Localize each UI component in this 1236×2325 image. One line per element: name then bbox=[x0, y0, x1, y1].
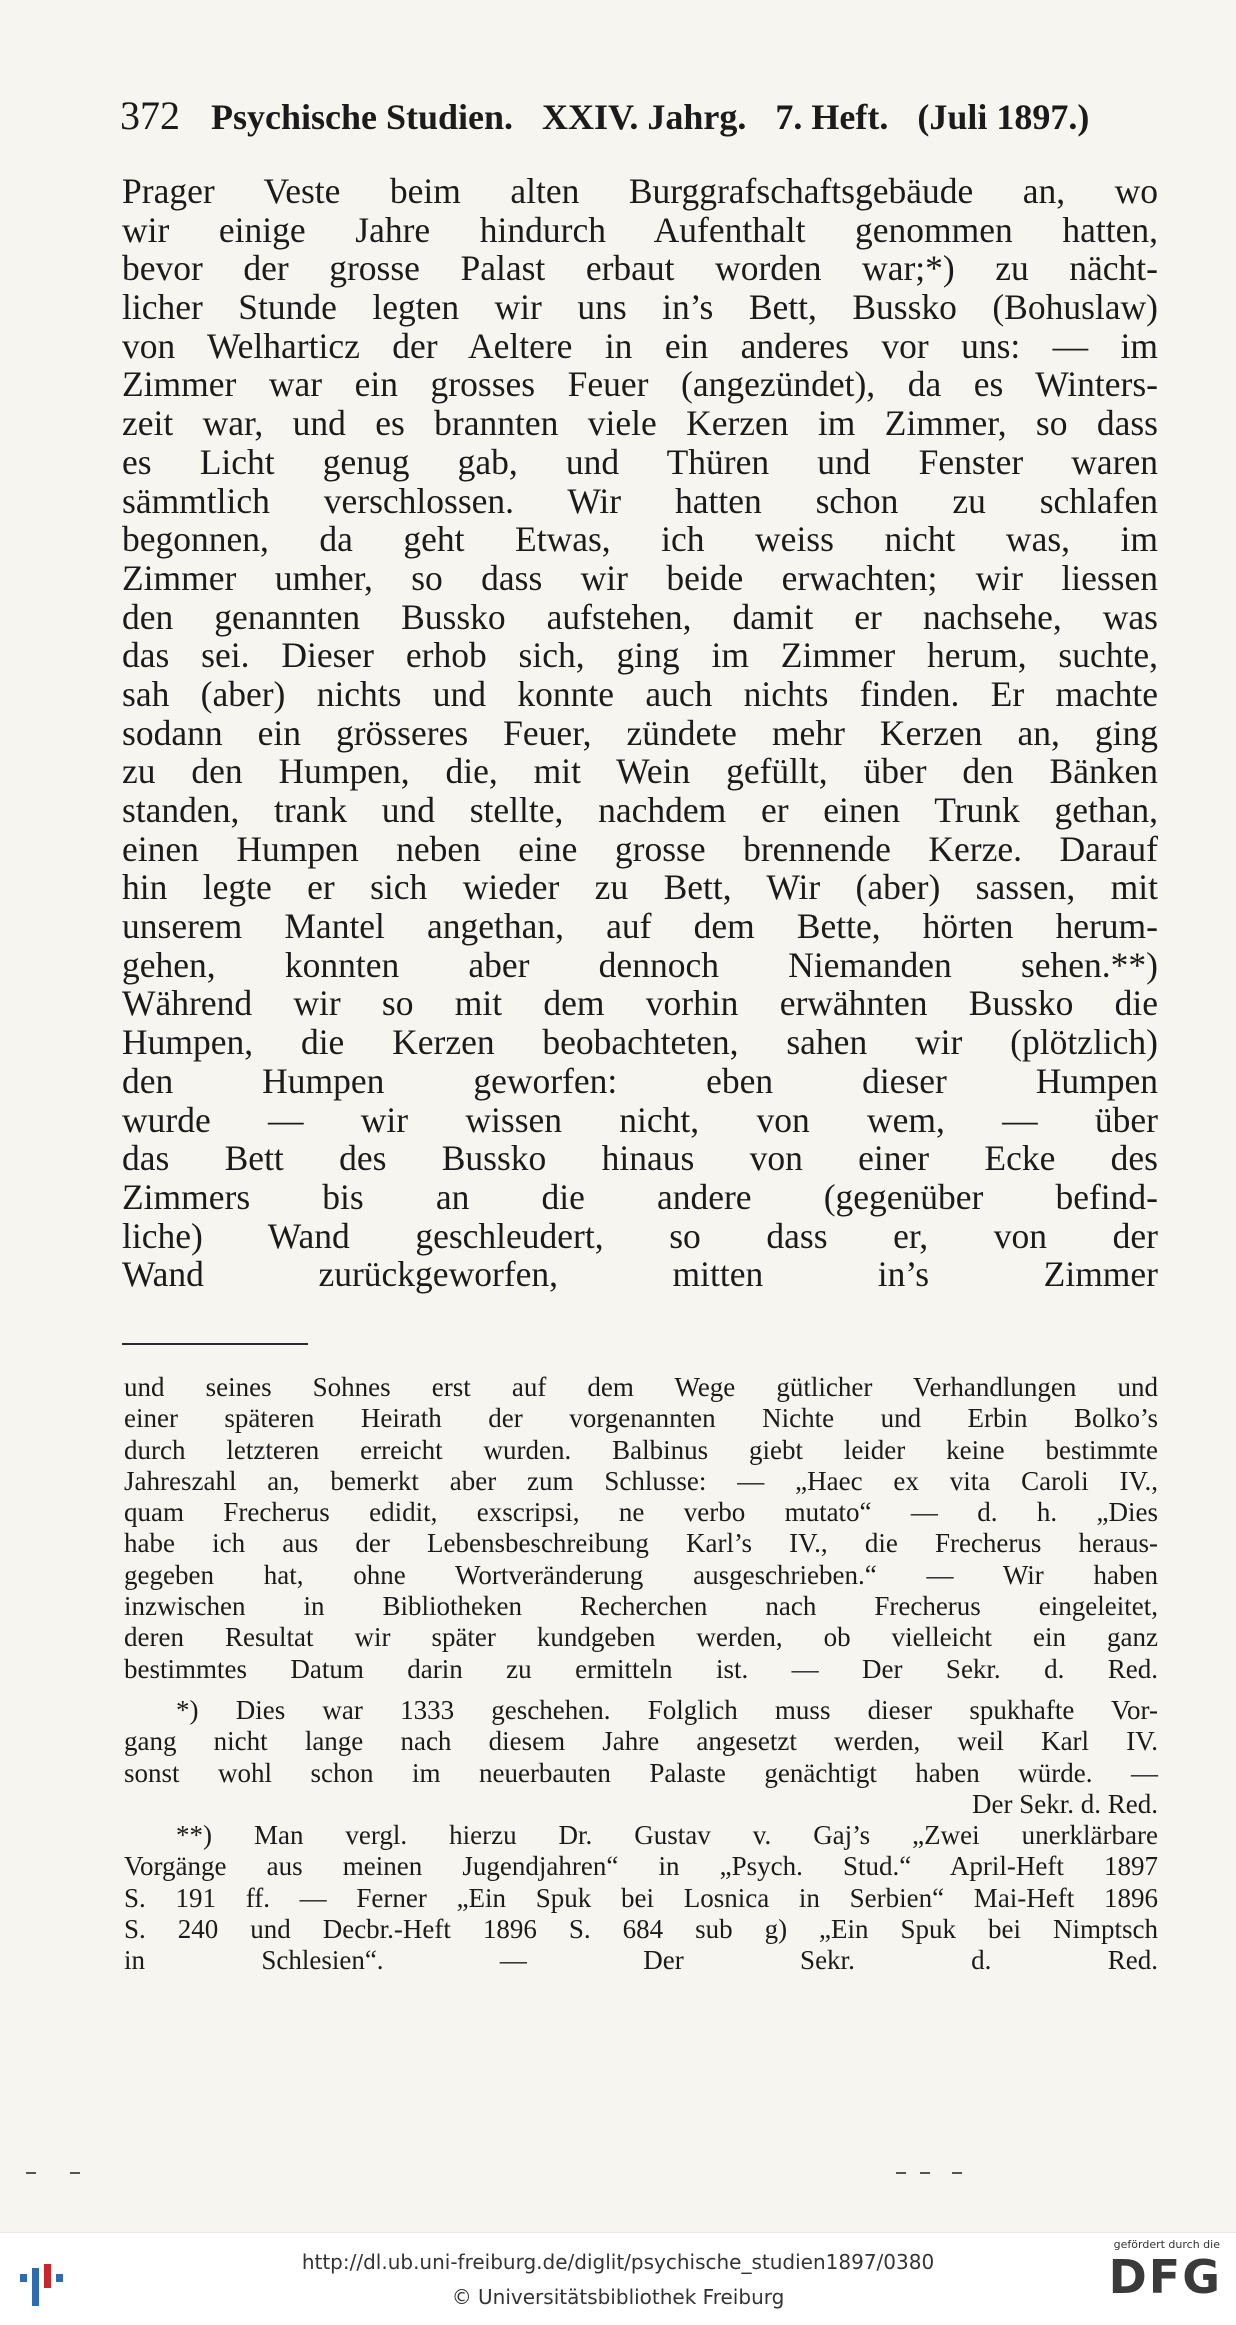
footnote-line: inzwischen in Bibliotheken Recherchen nach Frecherus eingeleitet, bbox=[124, 1591, 1158, 1622]
footnote-line: Jahreszahl an, bemerkt aber zum Schlusse: — „Haec ex vita Caroli IV., bbox=[124, 1465, 1158, 1496]
text-line: licher Stunde legten wir uns in’s Bett, Bussko (Bohuslaw) bbox=[122, 287, 1158, 328]
text-line: sämmtlich verschlossen. Wir hatten schon zu schlafen bbox=[122, 480, 1158, 521]
text-line: Wand zurückgeworfen, mitten in’s Zimmer bbox=[122, 1254, 1158, 1295]
footnote-line: Vorgänge aus meinen Jugendjahren“ in „Psych. Stud.“ April-Heft 1897 bbox=[124, 1851, 1158, 1882]
text-line: den genannten Bussko aufstehen, damit er nachsehe, was bbox=[122, 596, 1158, 637]
text-line: sodann ein grösseres Feuer, zündete mehr Kerzen an, ging bbox=[122, 712, 1158, 753]
text-line: unserem Mantel angethan, auf dem Bette, hörten herum- bbox=[122, 906, 1158, 947]
footnote-line: einer späteren Heirath der vorgenannten Nichte und Erbin Bolko’s bbox=[124, 1403, 1158, 1434]
footnote-line: gegeben hat, ohne Wortveränderung ausgeschrieben.“ — Wir haben bbox=[124, 1559, 1158, 1590]
text-line: standen, trank und stellte, nachdem er einen Trunk gethan, bbox=[122, 790, 1158, 830]
text-line: begonnen, da geht Etwas, ich weiss nicht was, im bbox=[122, 519, 1158, 560]
footnote-line: deren Resultat wir später kundgeben werden, ob vielleicht ein ganz bbox=[124, 1622, 1158, 1653]
text-line: von Welharticz der Aeltere in ein anderes vor uns: — im bbox=[122, 325, 1158, 366]
issue-label: 7. Heft. bbox=[775, 97, 889, 137]
journal-title: Psychische Studien. bbox=[211, 97, 514, 137]
text-line: Humpen, die Kerzen beobachteten, sahen wir (plötzlich) bbox=[122, 1022, 1158, 1063]
copyright-notice: © Universitätsbibliothek Freiburg bbox=[451, 2285, 785, 2309]
issue-date: (Juli 1897.) bbox=[917, 97, 1090, 137]
viewer-footer bbox=[0, 2232, 1236, 2325]
text-line: Zimmers bis an die andere (gegenüber befind- bbox=[122, 1176, 1158, 1217]
footnotes bbox=[124, 1372, 1158, 1977]
footnote-line: gang nicht lange nach diesem Jahre angesetzt werden, weil Karl IV. bbox=[124, 1726, 1158, 1757]
text-line: Zimmer umher, so dass wir beide erwachten; wir liessen bbox=[122, 557, 1158, 598]
footnote-line: *) Dies war 1333 geschehen. Folglich muss dieser spukhafte Vor- bbox=[176, 1694, 1158, 1725]
scan-marks bbox=[20, 2172, 1220, 2182]
text-line: das Bett des Bussko hinaus von einer Ecke des bbox=[122, 1138, 1158, 1179]
running-header bbox=[120, 92, 1120, 144]
source-url-link[interactable]: http://dl.ub.uni-freiburg.de/diglit/psychische_studien1897/0380 bbox=[301, 2250, 935, 2274]
text-line: wurde — wir wissen nicht, von wem, — über bbox=[122, 1099, 1158, 1140]
text-line: einen Humpen neben eine grosse brennende Kerze. Darauf bbox=[122, 828, 1158, 869]
dfg-logo bbox=[1088, 2238, 1228, 2318]
footnote-signature: Der Sekr. d. Red. bbox=[972, 1788, 1158, 1819]
volume-label: XXIV. Jahrg. bbox=[542, 97, 747, 137]
text-line: liche) Wand geschleudert, so dass er, von der bbox=[122, 1215, 1158, 1256]
footnote-line: habe ich aus der Lebensbeschreibung Karl’s IV., die Frecherus heraus- bbox=[124, 1528, 1158, 1559]
text-line: das sei. Dieser erhob sich, ging im Zimmer herum, suchte, bbox=[122, 635, 1158, 676]
text-line: zu den Humpen, die, mit Wein gefüllt, über den Bänken bbox=[122, 751, 1158, 792]
footnote-line: **) Man vergl. hierzu Dr. Gustav v. Gaj’s „Zwei unerklärbare bbox=[176, 1820, 1158, 1851]
text-line: hin legte er sich wieder zu Bett, Wir (aber) sassen, mit bbox=[122, 867, 1158, 908]
text-line: es Licht genug gab, und Thüren und Fenster waren bbox=[122, 441, 1158, 482]
text-line: bevor der grosse Palast erbaut worden war;*) zu nächt- bbox=[122, 248, 1158, 289]
text-line: gehen, konnten aber dennoch Niemanden sehen.**) bbox=[122, 944, 1158, 985]
text-line: den Humpen geworfen: eben dieser Humpen bbox=[122, 1060, 1158, 1101]
footnote-line: in Schlesien“. — Der Sekr. d. Red. bbox=[124, 1945, 1158, 1976]
dfg-funded-label: gefördert durch die bbox=[1113, 2238, 1220, 2251]
page-number: 372 bbox=[120, 93, 180, 138]
footnote-line: sonst wohl schon im neuerbauten Palaste genächtigt haben würde. — bbox=[124, 1757, 1158, 1788]
text-line: wir einige Jahre hindurch Aufenthalt genommen hatten, bbox=[122, 209, 1158, 250]
footnote-line: und seines Sohnes erst auf dem Wege gütlicher Verhandlungen und bbox=[124, 1372, 1158, 1402]
dfg-wordmark: DFG bbox=[1108, 2250, 1222, 2304]
footnote-line: S. 240 und Decbr.-Heft 1896 S. 684 sub g) „Ein Spuk bei Nimptsch bbox=[124, 1914, 1158, 1945]
footnote-separator bbox=[122, 1343, 308, 1345]
text-line: zeit war, und es brannten viele Kerzen im Zimmer, so dass bbox=[122, 403, 1158, 444]
footnote-line: durch letzteren erreicht wurden. Balbinus giebt leider keine bestimmte bbox=[124, 1434, 1158, 1465]
text-line: sah (aber) nichts und konnte auch nichts finden. Er machte bbox=[122, 673, 1158, 714]
footnote-line: bestimmtes Datum darin zu ermitteln ist. — Der Sekr. d. Red. bbox=[124, 1653, 1158, 1684]
footnote-line: quam Frecherus edidit, exscripsi, ne verbo mutato“ — d. h. „Dies bbox=[124, 1497, 1158, 1528]
text-line: Prager Veste beim alten Burggrafschaftsgebäude an, wo bbox=[122, 171, 1158, 211]
main-text bbox=[122, 172, 1158, 1294]
text-line: Während wir so mit dem vorhin erwähnten Bussko die bbox=[122, 983, 1158, 1024]
text-line: Zimmer war ein grosses Feuer (angezündet), da es Winters- bbox=[122, 364, 1158, 405]
footnote-line: S. 191 ff. — Ferner „Ein Spuk bei Losnica in Serbien“ Mai-Heft 1896 bbox=[124, 1882, 1158, 1913]
